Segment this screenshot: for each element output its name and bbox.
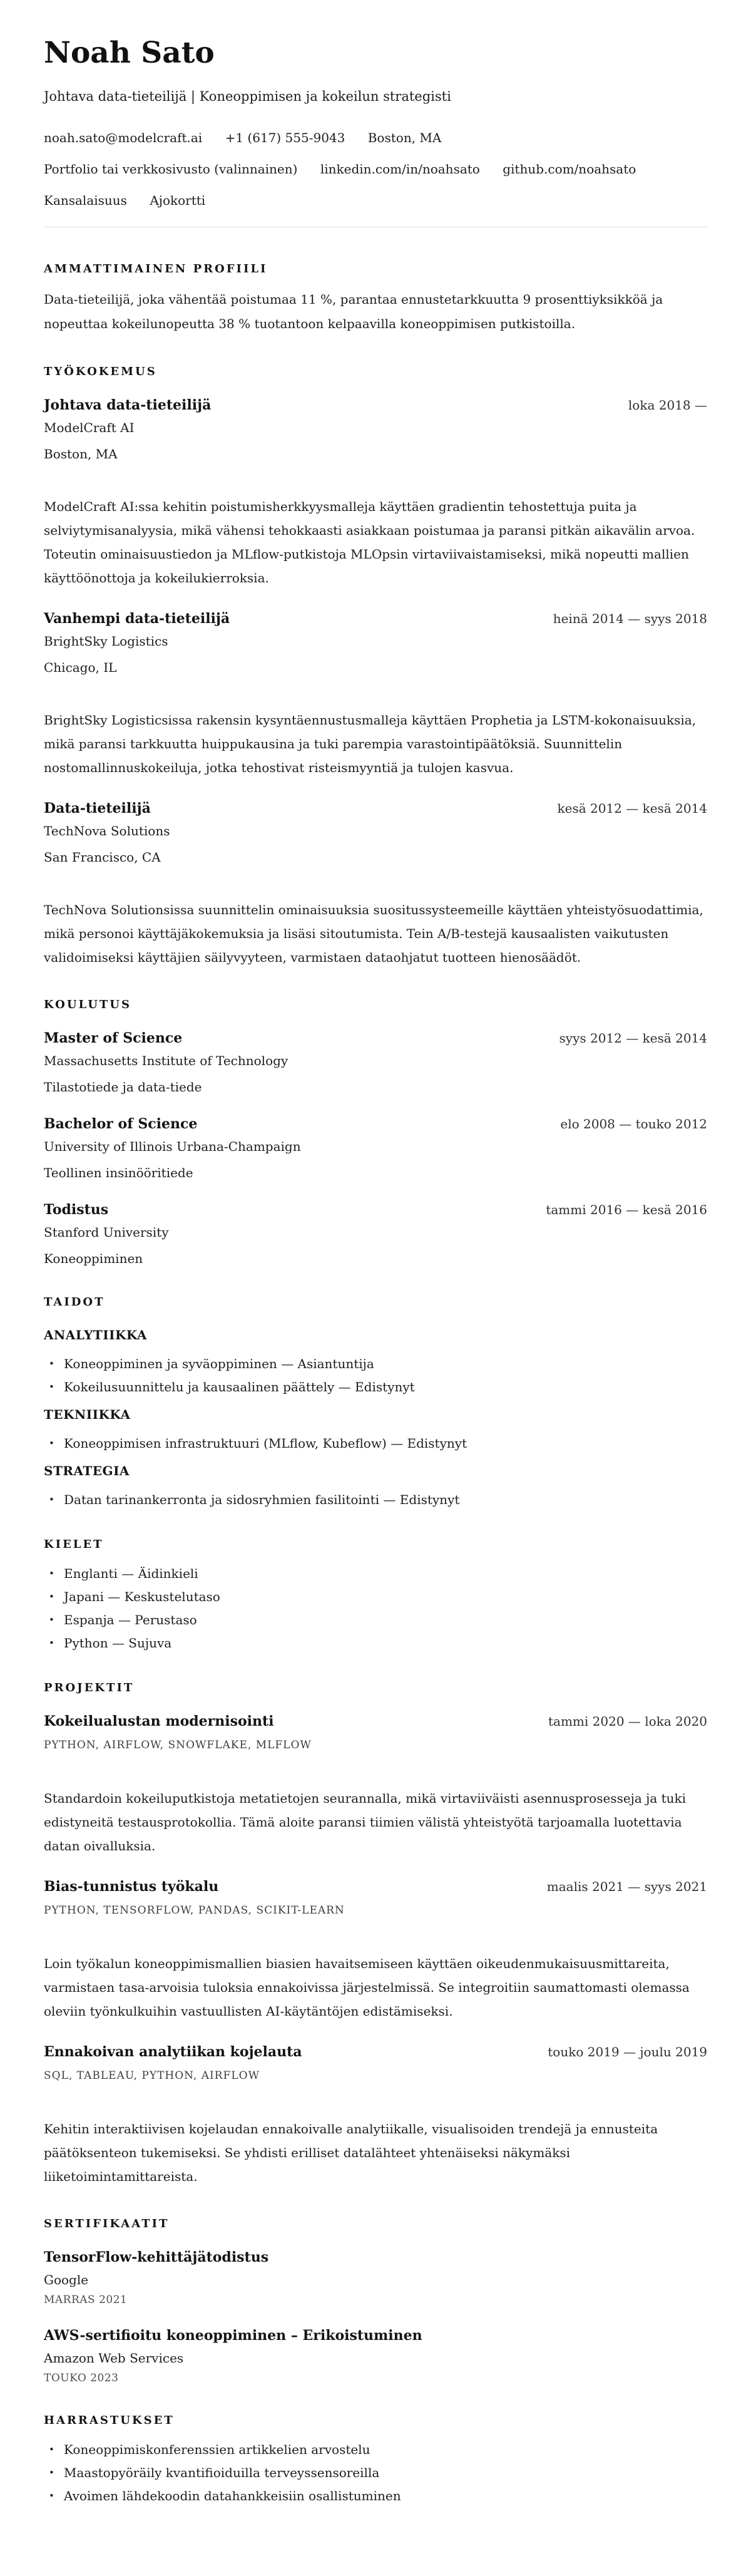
project-title: Ennakoivan analytiikan kojelauta	[44, 2044, 302, 2061]
education-title-row	[44, 1201, 707, 1218]
certifications-heading: SERTIFIKAATIT	[44, 2217, 170, 2231]
skill-item: • Datan tarinankerronta ja sidosryhmien fasilitointi — Edistynyt	[44, 1490, 707, 1509]
project-title-row	[44, 1878, 707, 1895]
education-field: Tilastotiede ja data-tiede	[44, 1079, 202, 1095]
skill-item: • Koneoppiminen ja syväoppiminen — Asiantuntija	[44, 1354, 707, 1373]
contact-row-3	[44, 192, 707, 209]
languages-heading: KIELET	[44, 1538, 104, 1552]
job-company: ModelCraft AI	[44, 420, 135, 436]
education-field: Koneoppiminen	[44, 1251, 143, 1267]
education-school: University of Illinois Urbana-Champaign	[44, 1139, 301, 1155]
certification-entry	[44, 2327, 707, 2385]
hobby-item: • Avoimen lähdekoodin datahankkeisiin osallistuminen	[44, 2486, 707, 2505]
language-item: • Python — Sujuva	[44, 1634, 707, 1652]
skill-list-strategy	[44, 1490, 707, 1509]
skill-item: • Koneoppimisen infrastruktuuri (MLflow, Kubeflow) — Edistynyt	[44, 1434, 707, 1453]
section-experience	[44, 365, 707, 969]
certification-title: AWS-sertifioitu koneoppiminen – Erikoistuminen	[44, 2327, 422, 2344]
section-languages	[44, 1538, 707, 1652]
job-location: San Francisco, CA	[44, 850, 161, 865]
job-description: TechNova Solutionsissa suunnittelin ominaisuuksia suositussysteemeille käyttäen yhteistyösuodattimia, mikä personoi käyttäjäkokemuksia ja lisäsi sitoutumista. Tein A/B-testejä kausaalisten vaikutusten validoimiseksi käyttäjien säilyvyyteen, varmistaen dataohjatut tuotteen hienosäädöt.	[44, 902, 703, 966]
contact-linkedin: linkedin.com/in/noahsato	[320, 162, 480, 177]
profile-heading: AMMATTIMAINEN PROFIILI	[44, 262, 268, 276]
education-degree: Todistus	[44, 1202, 109, 1218]
contact-citizenship: Kansalaisuus	[44, 193, 127, 209]
education-entry	[44, 1029, 707, 1095]
hobbies-heading: HARRASTUKSET	[44, 2414, 175, 2428]
education-title-row	[44, 1115, 707, 1133]
job-dates: heinä 2014 — syys 2018	[553, 611, 707, 627]
section-profile	[44, 262, 707, 336]
job-title: Data-tieteilijä	[44, 800, 151, 817]
job-description: ModelCraft AI:ssa kehitin poistumisherkkyysmalleja käyttäen gradientin tehostettuja puita ja selviytymisanalyysia, mikä vähensi tehokkaasti asiakkaan poistumaa ja paransi pitkän aikavälin arvoa. Toteutin ominaisuustiedon ja MLflow-putkistoja MLOpsin virtaviivaistamiseksi, mikä nopeutti mallien käyttöönottoja ja kokeilukierroksia.	[44, 499, 695, 586]
job-location: Boston, MA	[44, 446, 118, 462]
education-field: Teollinen insinööritiede	[44, 1165, 193, 1181]
job-title: Vanhempi data-tieteilijä	[44, 611, 230, 627]
language-item: • Japani — Keskustelutaso	[44, 1587, 707, 1606]
section-education	[44, 998, 707, 1267]
contact-row-1	[44, 129, 707, 147]
project-tags: SQL, TABLEAU, PYTHON, AIRFLOW	[44, 2069, 260, 2083]
job-description: BrightSky Logisticsissa rakensin kysyntäennustusmalleja käyttäen Prophetia ja LSTM-kokonaisuuksia, mikä paransi tarkkuutta huippukausina ja tuki parempia varastointipäätöksiä. Suunnittelin nostomallinnuskokeiluja, jotka tehostivat risteismyyntiä ja tulojen kasvua.	[44, 713, 697, 776]
education-entry	[44, 1201, 707, 1267]
job-entry	[44, 610, 707, 780]
project-dates: tammi 2020 — loka 2020	[548, 1714, 707, 1729]
section-skills	[44, 1296, 707, 1509]
skill-group-strategy: STRATEGIA	[44, 1463, 130, 1479]
contact-github: github.com/noahsato	[503, 162, 636, 177]
project-title: Kokeilualustan modernisointi	[44, 1713, 274, 1730]
education-title-row	[44, 1029, 707, 1047]
hobby-list	[44, 2440, 707, 2505]
projects-heading: PROJEKTIT	[44, 1681, 135, 1695]
candidate-tagline: Johtava data-tieteilijä | Koneoppimisen ja kokeilun strategisti	[44, 89, 451, 105]
job-title-row	[44, 800, 707, 817]
contact-portfolio: Portfolio tai verkkosivusto (valinnainen)	[44, 162, 298, 177]
education-degree: Master of Science	[44, 1030, 183, 1047]
job-entry	[44, 396, 707, 590]
language-item: • Englanti — Äidinkieli	[44, 1564, 707, 1583]
section-certifications	[44, 2217, 707, 2385]
education-degree: Bachelor of Science	[44, 1116, 198, 1133]
experience-heading: TYÖKOKEMUS	[44, 365, 157, 379]
project-description: Loin työkalun koneoppimismallien biasien havaitsemiseen käyttäen oikeudenmukaisuusmittareita, varmistaen tasa-arvoisia tuloksia ennakoivissa järjestelmissä. Se integroitiin saumattomasti olemassa oleviin työnkulkuihin vastuullisten AI-käytäntöjen edistämiseksi.	[44, 1956, 690, 2019]
job-location: Chicago, IL	[44, 660, 117, 676]
certification-issuer: Google	[44, 2272, 89, 2288]
project-title-row	[44, 1713, 707, 1730]
candidate-name: Noah Sato	[44, 36, 215, 70]
project-description: Kehitin interaktiivisen kojelaudan ennakoivalle analytiikalle, visualisoiden trendejä ja ennusteita päätöksenteon tukemiseksi. Se yhdisti erilliset datalähteet yhtenäiseksi näkymäksi liiketoimintamittareista.	[44, 2121, 658, 2185]
language-list	[44, 1564, 707, 1652]
education-school: Stanford University	[44, 1225, 169, 1240]
skill-group-analytics: ANALYTIIKKA	[44, 1327, 147, 1343]
project-dates: touko 2019 — joulu 2019	[548, 2044, 707, 2060]
hobby-item: • Koneoppimiskonferenssien artikkelien arvostelu	[44, 2440, 707, 2459]
project-entry	[44, 1713, 707, 1858]
section-projects	[44, 1681, 707, 2188]
job-title-row	[44, 610, 707, 627]
certification-entry	[44, 2249, 707, 2307]
job-entry	[44, 800, 707, 969]
contact-email: noah.sato@modelcraft.ai	[44, 130, 203, 146]
language-item: • Espanja — Perustaso	[44, 1610, 707, 1629]
skill-group-engineering: TEKNIIKKA	[44, 1407, 131, 1423]
education-dates: syys 2012 — kesä 2014	[559, 1031, 707, 1046]
job-title-row	[44, 396, 707, 414]
project-title: Bias-tunnistus työkalu	[44, 1878, 219, 1895]
certification-title: TensorFlow-kehittäjätodistus	[44, 2249, 269, 2266]
project-tags: PYTHON, AIRFLOW, SNOWFLAKE, MLFLOW	[44, 1739, 312, 1752]
skill-list-engineering	[44, 1434, 707, 1453]
certification-issuer: Amazon Web Services	[44, 2351, 184, 2366]
hobby-item: • Maastopyöräily kvantifioiduilla terveyssensoreilla	[44, 2463, 707, 2482]
project-tags: PYTHON, TENSORFLOW, PANDAS, SCIKIT-LEARN	[44, 1904, 345, 1917]
skills-heading: TAIDOT	[44, 1296, 105, 1309]
project-title-row	[44, 2043, 707, 2061]
education-heading: KOULUTUS	[44, 998, 131, 1012]
project-description: Standardoin kokeiluputkistoja metatietojen seurannalla, mikä virtaviiväisti asennusprosesseja ja tuki edistyneitä testausprotokollia. Tämä aloite paransi tiimien välistä yhteistyötä tarjoamalla luotettavia datan oivalluksia.	[44, 1791, 687, 1854]
skill-item: • Kokeilusuunnittelu ja kausaalinen päättely — Edistynyt	[44, 1378, 707, 1396]
resume-header	[44, 36, 707, 227]
job-company: BrightSky Logistics	[44, 634, 168, 649]
contact-row-2	[44, 160, 707, 178]
education-dates: tammi 2016 — kesä 2016	[546, 1202, 707, 1218]
job-dates: loka 2018 —	[628, 398, 707, 413]
education-dates: elo 2008 — touko 2012	[560, 1116, 707, 1132]
job-company: TechNova Solutions	[44, 823, 170, 839]
certification-date: TOUKO 2023	[44, 2372, 119, 2385]
contact-license: Ajokortti	[150, 193, 206, 209]
project-entry	[44, 2043, 707, 2188]
job-dates: kesä 2012 — kesä 2014	[557, 801, 707, 817]
skill-list-analytics	[44, 1354, 707, 1396]
education-entry	[44, 1115, 707, 1181]
contact-location: Boston, MA	[367, 130, 442, 146]
project-entry	[44, 1878, 707, 2023]
contact-phone: +1 (617) 555-9043	[225, 130, 345, 146]
project-dates: maalis 2021 — syys 2021	[546, 1879, 707, 1895]
education-school: Massachusetts Institute of Technology	[44, 1053, 289, 1069]
section-hobbies	[44, 2414, 707, 2505]
certification-date: MARRAS 2021	[44, 2294, 128, 2307]
profile-summary: Data-tieteilijä, joka vähentää poistumaa 11 %, parantaa ennustetarkkuutta 9 prosenttiyksikköä ja nopeuttaa kokeilunopeutta 38 % tuotantoon kelpaavilla koneoppimisen putkistoilla.	[44, 292, 663, 332]
job-title: Johtava data-tieteilijä	[44, 397, 212, 414]
